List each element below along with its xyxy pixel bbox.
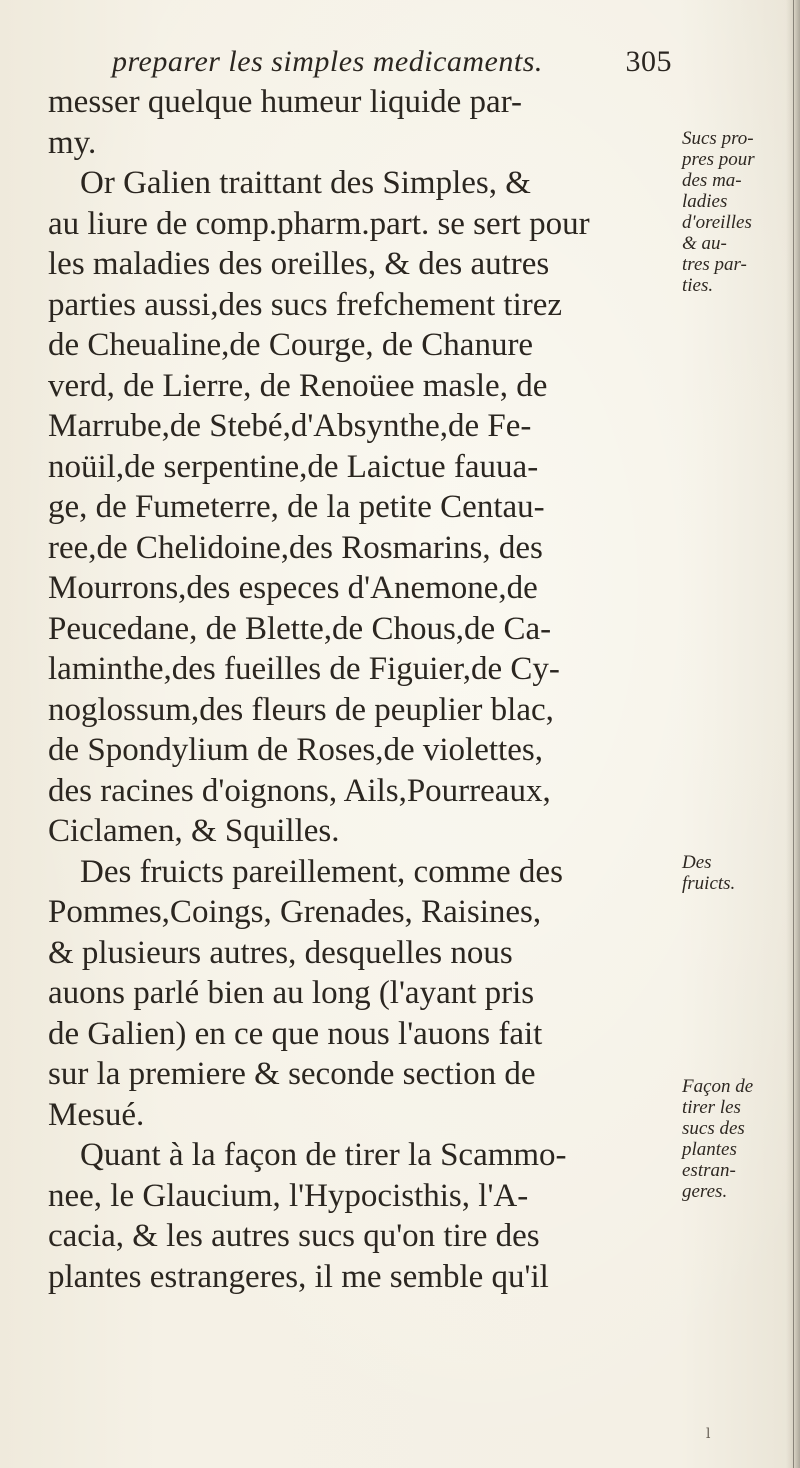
margin-note-line: tres par-	[682, 254, 747, 275]
text-line: Pommes,Coings, Grenades, Raisines,	[48, 894, 542, 930]
text-line: au liure de comp.pharm.part. se sert pour	[48, 205, 590, 242]
margin-note-line: geres.	[682, 1181, 728, 1202]
text-line: nee, le Glaucium, l'Hypocisthis, l'A-	[48, 1177, 529, 1214]
margin-note-sucs-oreilles	[682, 128, 800, 296]
text-line: Peucedane, de Blette,de Chous,de Ca-	[48, 610, 552, 647]
margin-note-line: des ma-	[682, 170, 742, 191]
text-line: my.	[48, 124, 97, 161]
margin-note-line: tirer les	[682, 1097, 741, 1118]
text-line: cacia, & les autres sucs qu'on tire des	[48, 1218, 540, 1254]
margin-note-line: plantes	[682, 1139, 737, 1160]
margin-note-line: & au-	[682, 233, 727, 254]
text-line: Mesué.	[48, 1096, 145, 1133]
text-line: auons parlé bien au long (l'ayant pris	[48, 975, 535, 1011]
text-line: ree,de Chelidoine,des Rosmarins, des	[48, 529, 543, 566]
signature-mark: l	[706, 1426, 711, 1442]
margin-note-line: ladies	[682, 191, 728, 212]
text-line: de Spondylium de Roses,de violettes,	[48, 732, 543, 768]
margin-note-facon-sucs	[682, 1076, 800, 1202]
text-line: parties aussi,des sucs frefchement tirez	[48, 286, 563, 323]
text-line: sur la premiere & seconde section de	[48, 1056, 536, 1092]
text-line: & plusieurs autres, desquelles nous	[48, 934, 513, 971]
running-head-title: preparer les simples medicaments.	[112, 45, 543, 78]
margin-note-line: Sucs pro-	[682, 128, 754, 149]
text-line: Marrube,de Stebé,d'Absynthe,de Fe-	[48, 408, 532, 444]
text-line: Ciclamen, & Squilles.	[48, 813, 340, 849]
text-line: de Cheualine,de Courge, de Chanure	[48, 327, 534, 363]
text-line: noüil,de serpentine,de Laictue fauua-	[48, 448, 539, 485]
text-line: des racines d'oignons, Ails,Pourreaux,	[48, 772, 551, 809]
margin-note-line: sucs des	[682, 1118, 745, 1139]
margin-note-line: fruicts.	[682, 873, 736, 894]
page-number: 305	[625, 45, 672, 78]
text-line: de Galien) en ce que nous l'auons fait	[48, 1015, 543, 1052]
text-line: Or Galien traittant des Simples, &	[80, 165, 531, 201]
margin-note-line: Des	[682, 852, 712, 873]
text-line: verd, de Lierre, de Renoüee masle, de	[48, 367, 548, 404]
text-line: laminthe,des fueilles de Figuier,de Cy-	[48, 651, 560, 687]
text-line: Mourrons,des especes d'Anemone,de	[48, 570, 538, 606]
text-line: ge, de Fumeterre, de la petite Centau-	[48, 489, 545, 525]
text-line: messer quelque humeur liquide par-	[48, 84, 523, 120]
body-text	[48, 82, 673, 1297]
margin-note-line: Façon de	[682, 1076, 754, 1097]
margin-note-line: ties.	[682, 275, 714, 296]
text-line: noglossum,des fleurs de peuplier blac,	[48, 691, 554, 728]
text-line: Des fruicts pareillement, comme des	[80, 853, 563, 890]
margin-note-fruicts	[682, 852, 800, 894]
margin-note-line: estran-	[682, 1160, 736, 1181]
margin-note-line: d'oreilles	[682, 212, 752, 233]
margin-note-line: pres pour	[682, 149, 755, 170]
text-line: les maladies des oreilles, & des autres	[48, 246, 550, 282]
text-line: plantes estrangeres, il me semble qu'il	[48, 1258, 549, 1295]
running-head	[112, 40, 672, 84]
text-line: Quant à la façon de tirer la Scammo-	[80, 1137, 567, 1173]
